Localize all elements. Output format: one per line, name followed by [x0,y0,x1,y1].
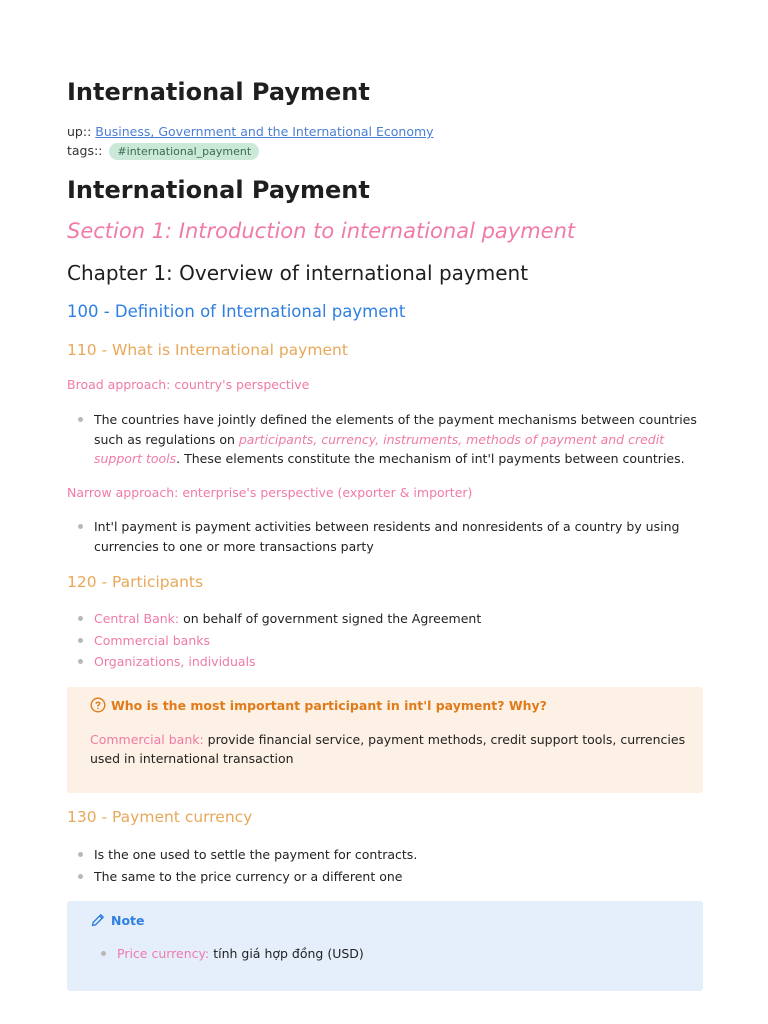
list-item: Is the one used to settle the payment for contracts. [94,845,704,865]
up-label: up:: [67,124,92,139]
callout-title [90,912,145,928]
emphasis-text: participants, currency, instruments, methods of payment and credit support tools [94,431,665,466]
heading-1: International Payment [67,176,370,204]
up-property [67,124,434,139]
participants-list [94,609,704,674]
note-label: Price currency: [117,946,210,961]
answer-text: provide financial service, payment methods, credit support tools, currencies used in international transaction [90,732,686,766]
currency-list [94,845,704,888]
answer-label: Commercial bank: [90,732,204,747]
participant-label: Central Bank: [94,611,180,626]
list-item: Int'l payment is payment activities between residents and nonresidents of a country by using currencies to one or more transactions party [94,517,704,556]
list-item: The same to the price currency or a different one [94,867,704,887]
callout-title-text: Note [111,912,145,928]
list-text: tính giá hợp đồng (USD) [209,946,364,961]
list-item [94,609,704,629]
heading-120: 120 - Participants [67,573,204,591]
list-text: on behalf of government signed the Agreement [179,611,482,626]
tags-property [67,143,259,160]
heading-110: 110 - What is International payment [67,341,348,359]
heading-130: 130 - Payment currency [67,808,253,826]
note-callout [67,901,703,991]
note-list [117,944,677,966]
tags-label: tags:: [67,143,103,158]
tag-pill[interactable]: #international_payment [109,143,259,160]
list-text: . These elements constitute the mechanism of int'l payments between countries. [176,451,685,466]
narrow-approach-list [94,517,704,558]
question-callout [67,687,703,793]
list-item: Commercial banks [94,631,704,651]
pencil-icon [90,912,106,928]
chapter-heading: Chapter 1: Overview of international payment [67,261,529,285]
section-heading: Section 1: Introduction to international payment [67,219,576,243]
narrow-approach-heading: Narrow approach: enterprise's perspective (exporter & importer) [67,485,473,500]
list-item [117,944,677,964]
list-item: Organizations, individuals [94,652,704,672]
page-title: International Payment [67,78,370,106]
list-text: The countries have jointly defined the elements of the payment mechanisms between countries such as regulations on [94,412,697,447]
broad-approach-list [94,410,704,471]
callout-body [90,730,690,768]
heading-100: 100 - Definition of International payment [67,302,406,321]
broad-approach-heading: Broad approach: country's perspective [67,377,310,392]
callout-title [90,697,547,713]
up-link[interactable]: Business, Government and the International Economy [95,124,434,139]
list-item [94,410,704,469]
callout-title-text: Who is the most important participant in int'l payment? Why? [111,697,547,713]
question-circle-icon [90,697,106,713]
